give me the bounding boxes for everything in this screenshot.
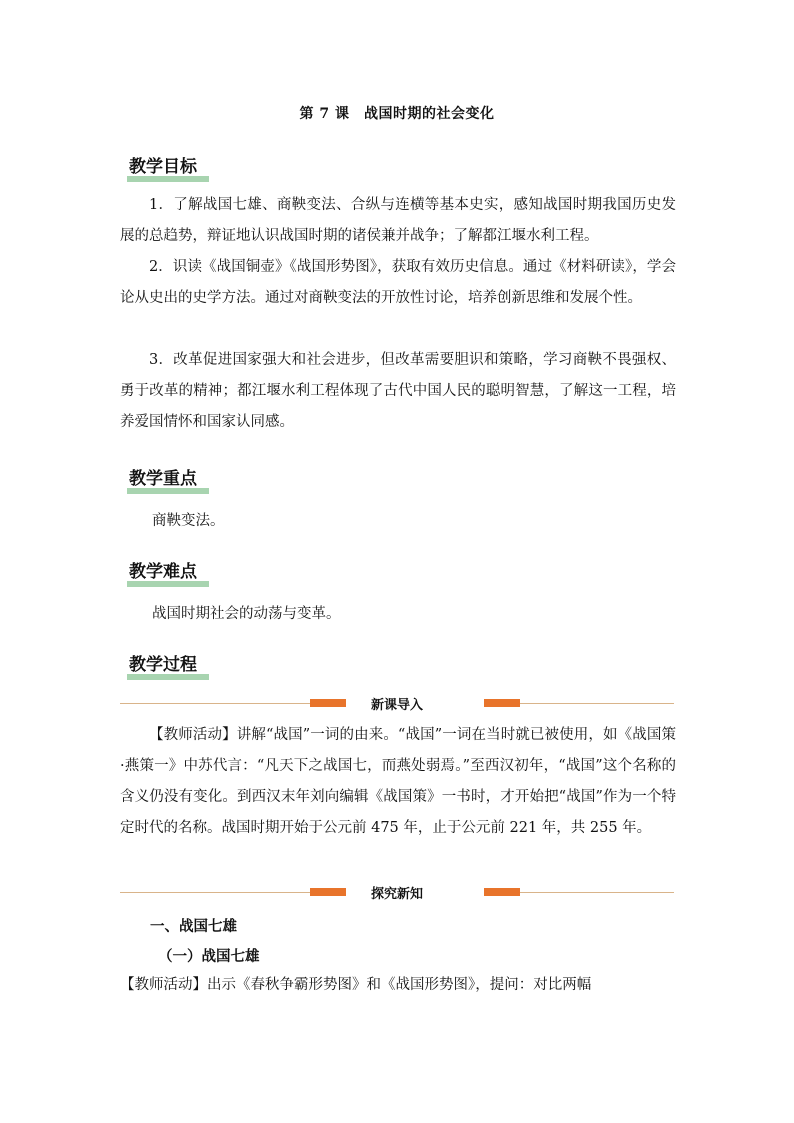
divider-explore: [120, 883, 674, 901]
section-heading-key-point: 教学重点: [129, 464, 197, 489]
difficulty-text: 战国时期社会的动荡与变革。: [152, 606, 341, 622]
subheading-seven-states-1: （一）战国七雄: [158, 948, 260, 965]
goal-paragraph-2: 2．识读《战国铜壶》《战国形势图》，获取有效历史信息。通过《材料研读》，学会论从史出的史学方法。通过对商鞅变法的开放性讨论，培养创新思维和发展个性。: [120, 259, 676, 306]
divider-label: 探究新知: [370, 887, 423, 902]
key-point-text: 商鞅变法。: [152, 513, 225, 529]
goal-paragraph-3: 3．改革促进国家强大和社会进步，但改革需要胆识和策略，学习商鞅不畏强权、勇于改革的精神；都江堰水利工程体现了古代中国人民的聪明智慧，了解这一工程，培养爱国情怀和国家认同感。: [120, 352, 676, 430]
divider-label: 新课导入: [370, 698, 423, 713]
goal-paragraph-1: 1．了解战国七雄、商鞅变法、合纵与连横等基本史实，感知战国时期我国历史发展的总趋势，辩证地认识战国时期的诸侯兼并战争；了解都江堰水利工程。: [120, 197, 676, 244]
section-heading-goals: 教学目标: [129, 152, 197, 177]
intro-paragraph: 【教师活动】讲解“战国”一词的由来。“战国”一词在当时就已被使用，如《战国策·燕策一》中苏代言：“凡天下之战国七，而燕处弱焉。”至西汉初年，“战国”这个名称的含义仍没有变化。到西汉末年刘向编辑《战国策》一书时，才开始把“战国”作为一个特定时代的名称。战国时期开始于公元前 475 年，止于公元前 221 年，共 255 年。: [120, 727, 676, 836]
page-title: 第 7 课 战国时期的社会变化: [299, 106, 495, 122]
divider-new-lesson: [120, 694, 674, 712]
activity-paragraph: 【教师活动】出示《春秋争霸形势图》和《战国形势图》，提问：对比两幅: [120, 977, 592, 993]
subheading-seven-states: 一、战国七雄: [150, 918, 237, 935]
section-heading-process: 教学过程: [129, 650, 197, 675]
section-heading-difficulty: 教学难点: [129, 557, 197, 582]
